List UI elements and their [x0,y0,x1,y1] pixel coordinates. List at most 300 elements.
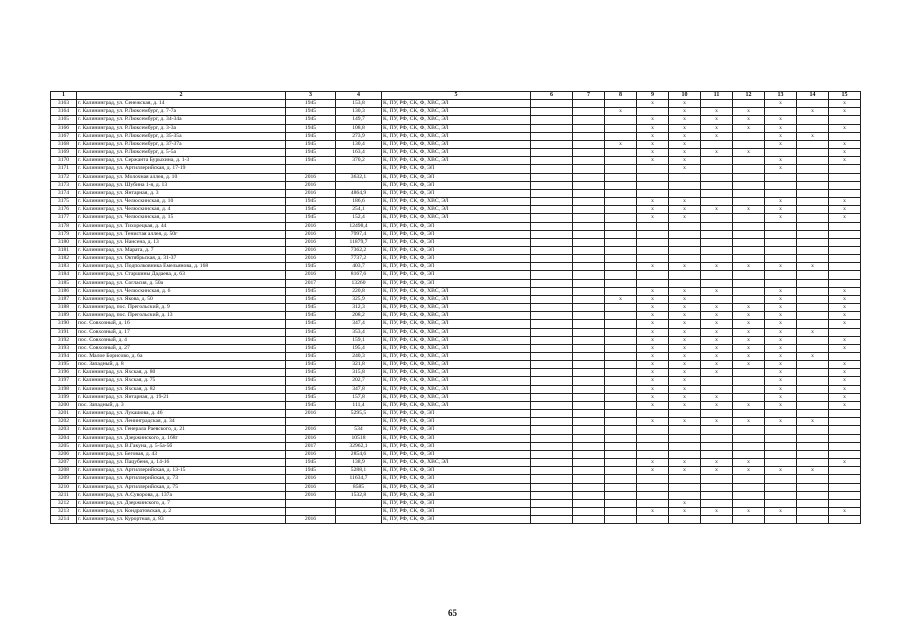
mark-cell [797,385,829,393]
mark-cell [701,295,733,303]
area-cell: 138,9 [336,459,382,467]
mark-cell [605,198,637,206]
mark-cell: x [669,385,701,393]
mark-cell: x [669,214,701,222]
table-row [51,516,861,524]
mark-cell [573,279,605,287]
year-cell: 2016 [286,426,336,434]
mark-cell [573,475,605,483]
mark-cell [765,255,797,263]
column-header: 10 [669,92,701,100]
mark-cell [573,304,605,312]
mark-cell [573,401,605,409]
works-cell: К, ПУ, РФ, СК, Ф, ЭЛ [382,410,531,418]
mark-cell [637,108,669,116]
works-cell: К, ПУ, РФ, СК, Ф, ХВС, ЭЛ [382,312,531,320]
table-row [51,132,861,140]
area-cell [336,507,382,515]
address-cell: г. Калининград, ул. Согласия, д. 50а [77,279,286,287]
mark-cell: x [797,467,829,475]
table-row [51,255,861,263]
mark-cell: x [829,108,861,116]
mark-cell: x [669,149,701,157]
mark-cell: x [605,108,637,116]
row-number: 3209 [51,475,77,483]
mark-cell: x [701,149,733,157]
mark-cell: x [669,467,701,475]
mark-cell: x [669,328,701,336]
mark-cell [637,246,669,254]
mark-cell: x [733,149,765,157]
mark-cell [701,214,733,222]
year-cell: 1945 [286,377,336,385]
mark-cell [573,173,605,181]
mark-cell [605,173,637,181]
row-number: 3190 [51,320,77,328]
col6-cell [531,516,573,524]
mark-cell [605,271,637,279]
area-cell: 153,8 [336,100,382,108]
mark-cell [605,516,637,524]
table-row [51,271,861,279]
table-row [51,369,861,377]
mark-cell [797,499,829,507]
col6-cell [531,483,573,491]
mark-cell [573,361,605,369]
mark-cell [605,320,637,328]
mark-cell [605,410,637,418]
works-cell: К, ПУ, РФ, СК, Ф, ХВС, ЭЛ [382,108,531,116]
mark-cell: x [669,295,701,303]
area-cell: 159,1 [336,336,382,344]
address-cell: г. Калининград, ул. Марата, д. 7 [77,246,286,254]
mark-cell [797,426,829,434]
mark-cell [733,279,765,287]
year-cell: 1945 [286,116,336,124]
mark-cell [797,361,829,369]
mark-cell [605,442,637,450]
area-cell: 254,1 [336,206,382,214]
row-number: 3186 [51,287,77,295]
mark-cell: x [701,304,733,312]
col6-cell [531,214,573,222]
year-cell: 1945 [286,124,336,132]
area-cell: 32962,1 [336,442,382,450]
mark-cell: x [733,418,765,426]
mark-cell [797,222,829,230]
mark-cell [797,516,829,524]
year-cell [286,418,336,426]
page-number: 65 [448,608,457,618]
mark-cell [573,336,605,344]
mark-cell [797,459,829,467]
works-cell: К, ПУ, РФ, СК, Ф, ЭЛ [382,255,531,263]
year-cell: 1945 [286,344,336,352]
mark-cell: x [701,418,733,426]
address-cell: г. Калининград, ул. Яхская, д. 75 [77,377,286,385]
mark-cell [733,214,765,222]
row-number: 3178 [51,222,77,230]
col6-cell [531,173,573,181]
mark-cell: x [829,124,861,132]
mark-cell: x [797,418,829,426]
works-cell: К, ПУ, РФ, СК, Ф, ЭЛ [382,442,531,450]
mark-cell: x [829,206,861,214]
mark-cell: x [669,459,701,467]
mark-cell [829,434,861,442]
mark-cell: x [701,124,733,132]
mark-cell [733,222,765,230]
mark-cell: x [733,401,765,409]
mark-cell [797,271,829,279]
year-cell: 1945 [286,100,336,108]
mark-cell: x [765,353,797,361]
mark-cell: x [701,344,733,352]
row-number: 3182 [51,255,77,263]
col6-cell [531,279,573,287]
year-cell [286,499,336,507]
mark-cell: x [797,328,829,336]
column-header: 4 [336,92,382,100]
address-cell: г. Калининград, ул. Р.Люксембург, д. 34-34а [77,116,286,124]
mark-cell [765,491,797,499]
mark-cell [573,100,605,108]
mark-cell: x [701,361,733,369]
mark-cell: x [829,401,861,409]
mark-cell [669,238,701,246]
mark-cell: x [669,377,701,385]
mark-cell [637,189,669,197]
address-cell: г. Калининград, ул. Челюскинская, д. 6 [77,287,286,295]
year-cell: 2017 [286,279,336,287]
address-cell: г. Калининград, ул. Якова, д. 50 [77,295,286,303]
mark-cell [829,418,861,426]
area-cell: 13260 [336,279,382,287]
col6-cell [531,157,573,165]
table-row [51,450,861,458]
mark-cell: x [765,206,797,214]
mark-cell [637,173,669,181]
mark-cell: x [637,418,669,426]
table-row [51,426,861,434]
row-number: 3185 [51,279,77,287]
mark-cell [605,393,637,401]
mark-cell: x [733,124,765,132]
mark-cell [765,450,797,458]
row-number: 3204 [51,434,77,442]
address-cell: г. Калининград, пос. Прегольский, д. 13 [77,312,286,320]
mark-cell [797,230,829,238]
address-cell: г. Калининград, ул. Тихорецкая, д. 44 [77,222,286,230]
mark-cell: x [765,214,797,222]
mark-cell [605,304,637,312]
header-row [51,92,861,100]
mark-cell: x [637,320,669,328]
column-header: 14 [797,92,829,100]
mark-cell [637,499,669,507]
mark-cell: x [669,100,701,108]
mark-cell: x [733,328,765,336]
col6-cell [531,336,573,344]
year-cell: 1945 [286,361,336,369]
works-cell: К, ПУ, РФ, СК, Ф, ХВС, ЭЛ [382,353,531,361]
row-number: 3164 [51,108,77,116]
mark-cell [765,279,797,287]
mark-cell [605,312,637,320]
mark-cell [637,279,669,287]
mark-cell: x [733,353,765,361]
mark-cell: x [701,369,733,377]
mark-cell: x [637,214,669,222]
mark-cell: x [765,132,797,140]
mark-cell [573,165,605,173]
col6-cell [531,385,573,393]
mark-cell [701,198,733,206]
mark-cell [701,516,733,524]
area-cell [336,165,382,173]
works-cell: К, ПУ, РФ, СК, Ф, ЭЛ [382,483,531,491]
mark-cell [829,230,861,238]
mark-cell [637,165,669,173]
table-row [51,507,861,515]
mark-cell [573,263,605,271]
column-header: 2 [77,92,286,100]
year-cell: 1945 [286,140,336,148]
row-number: 3188 [51,304,77,312]
mark-cell [829,173,861,181]
works-cell: К, ПУ, РФ, СК, Ф, ХВС, ЭЛ [382,385,531,393]
works-cell: К, ПУ, РФ, СК, Ф, ХВС, ЭЛ [382,214,531,222]
mark-cell [573,255,605,263]
col6-cell [531,222,573,230]
table-row [51,165,861,173]
table-row [51,287,861,295]
col6-cell [531,320,573,328]
mark-cell [797,312,829,320]
mark-cell [829,442,861,450]
mark-cell [797,287,829,295]
row-number: 3196 [51,369,77,377]
year-cell: 2016 [286,189,336,197]
mark-cell: x [797,263,829,271]
mark-cell [733,189,765,197]
col6-cell [531,377,573,385]
address-cell: г. Калининград, ул. Генерала Раевского, д. 21 [77,426,286,434]
mark-cell [605,287,637,295]
mark-cell: x [765,328,797,336]
works-cell: К, ПУ, РФ, СК, Ф, ЭЛ [382,230,531,238]
mark-cell: x [701,328,733,336]
mark-cell [669,483,701,491]
works-cell: К, ПУ, РФ, СК, Ф, ЭЛ [382,434,531,442]
table-row [51,246,861,254]
area-cell [336,418,382,426]
mark-cell [637,238,669,246]
mark-cell: x [765,385,797,393]
mark-cell [797,198,829,206]
row-number: 3199 [51,393,77,401]
works-cell: К, ПУ, РФ, СК, Ф, ЭЛ [382,516,531,524]
mark-cell [605,336,637,344]
mark-cell [701,450,733,458]
mark-cell: x [637,467,669,475]
mark-cell: x [765,401,797,409]
mark-cell [605,165,637,173]
mark-cell: x [669,304,701,312]
col6-cell [531,116,573,124]
mark-cell [733,442,765,450]
year-cell: 1945 [286,132,336,140]
year-cell: 1945 [286,312,336,320]
mark-cell [605,418,637,426]
address-cell: г. Калининград, ул. Янтарная, д. 3 [77,189,286,197]
mark-cell [669,491,701,499]
row-number: 3192 [51,336,77,344]
area-cell: 111,4 [336,401,382,409]
mark-cell: x [733,116,765,124]
works-cell: К, ПУ, РФ, СК, Ф, ХВС, ЭЛ [382,157,531,165]
mark-cell: x [829,459,861,467]
mark-cell: x [829,369,861,377]
mark-cell: x [765,507,797,515]
mark-cell [605,206,637,214]
mark-cell: x [765,124,797,132]
mark-cell [797,206,829,214]
mark-cell: x [637,401,669,409]
col6-cell [531,124,573,132]
mark-cell [829,491,861,499]
table-row [51,116,861,124]
mark-cell [829,483,861,491]
col6-cell [531,442,573,450]
mark-cell [573,467,605,475]
table-row [51,149,861,157]
mark-cell [733,230,765,238]
works-cell: К, ПУ, РФ, СК, Ф, ХВС, ЭЛ [382,287,531,295]
column-header: 8 [605,92,637,100]
row-number: 3165 [51,116,77,124]
mark-cell: x [669,165,701,173]
mark-cell [637,230,669,238]
works-cell: К, ПУ, РФ, СК, Ф, ХВС, ЭЛ [382,401,531,409]
mark-cell [669,255,701,263]
col6-cell [531,401,573,409]
mark-cell [605,181,637,189]
area-cell: 202,7 [336,377,382,385]
mark-cell [701,483,733,491]
mark-cell [701,230,733,238]
works-cell: К, ПУ, РФ, СК, Ф, ХВС, ЭЛ [382,361,531,369]
mark-cell: x [669,393,701,401]
address-cell: пос. Малое Борисово, д. 6а [77,353,286,361]
col6-cell [531,287,573,295]
year-cell: 2016 [286,450,336,458]
works-cell: К, ПУ, РФ, СК, Ф, ЭЛ [382,189,531,197]
mark-cell: x [669,287,701,295]
year-cell: 1945 [286,467,336,475]
row-number: 3180 [51,238,77,246]
mark-cell [797,491,829,499]
table-body [51,92,861,524]
mark-cell [573,222,605,230]
mark-cell [669,279,701,287]
mark-cell [573,418,605,426]
works-cell: К, ПУ, РФ, СК, Ф, ХВС, ЭЛ [382,140,531,148]
mark-cell: x [829,377,861,385]
mark-cell [605,426,637,434]
mark-cell [733,393,765,401]
works-cell: К, ПУ, РФ, СК, Ф, ЭЛ [382,475,531,483]
mark-cell [701,491,733,499]
works-cell: К, ПУ, РФ, СК, Ф, ХВС, ЭЛ [382,149,531,157]
mark-cell: x [637,353,669,361]
area-cell: 5288,1 [336,467,382,475]
mark-cell: x [637,507,669,515]
mark-cell [829,116,861,124]
mark-cell [797,442,829,450]
year-cell: 1945 [286,369,336,377]
mark-cell [797,369,829,377]
mark-cell [573,108,605,116]
mark-cell: x [765,377,797,385]
mark-cell: x [669,140,701,148]
mark-cell: x [829,198,861,206]
col6-cell [531,418,573,426]
mark-cell [605,401,637,409]
mark-cell: x [637,369,669,377]
table-row [51,230,861,238]
mark-cell: x [637,459,669,467]
area-cell: 186,6 [336,198,382,206]
works-cell: К, ПУ, РФ, СК, Ф, ХВС, ЭЛ [382,369,531,377]
mark-cell: x [733,336,765,344]
mark-cell [605,116,637,124]
mark-cell: x [637,328,669,336]
year-cell: 2016 [286,434,336,442]
mark-cell: x [733,108,765,116]
mark-cell [573,450,605,458]
row-number: 3173 [51,181,77,189]
mark-cell [733,198,765,206]
mark-cell [605,459,637,467]
year-cell: 2016 [286,246,336,254]
address-cell: пос. Совхозный, д. 27 [77,344,286,352]
col6-cell [531,181,573,189]
area-cell: 12498,4 [336,222,382,230]
col6-cell [531,271,573,279]
mark-cell [829,222,861,230]
mark-cell: x [765,116,797,124]
mark-cell [797,246,829,254]
mark-cell [605,149,637,157]
address-cell: г. Калининград, ул. Тенистая аллея, д. 50г [77,230,286,238]
address-cell: г. Калининград, ул. Челюскинская, д. 15 [77,214,286,222]
mark-cell: x [637,295,669,303]
table-row [51,124,861,132]
area-cell: 1532,8 [336,491,382,499]
mark-cell [765,442,797,450]
address-cell: г. Калининград, ул. Р.Люксембург, д. 37-37а [77,140,286,148]
mark-cell: x [765,165,797,173]
mark-cell: x [829,287,861,295]
address-cell: г. Калининград, ул. Р.Люксембург, д. 5-5а [77,149,286,157]
mark-cell [733,140,765,148]
mark-cell: x [637,287,669,295]
address-cell: г. Калининград, ул. Янтарная, д. 19-21 [77,393,286,401]
address-cell: г. Калининград, ул. Артиллерийская, д. 75 [77,483,286,491]
table-row [51,295,861,303]
mark-cell [797,255,829,263]
